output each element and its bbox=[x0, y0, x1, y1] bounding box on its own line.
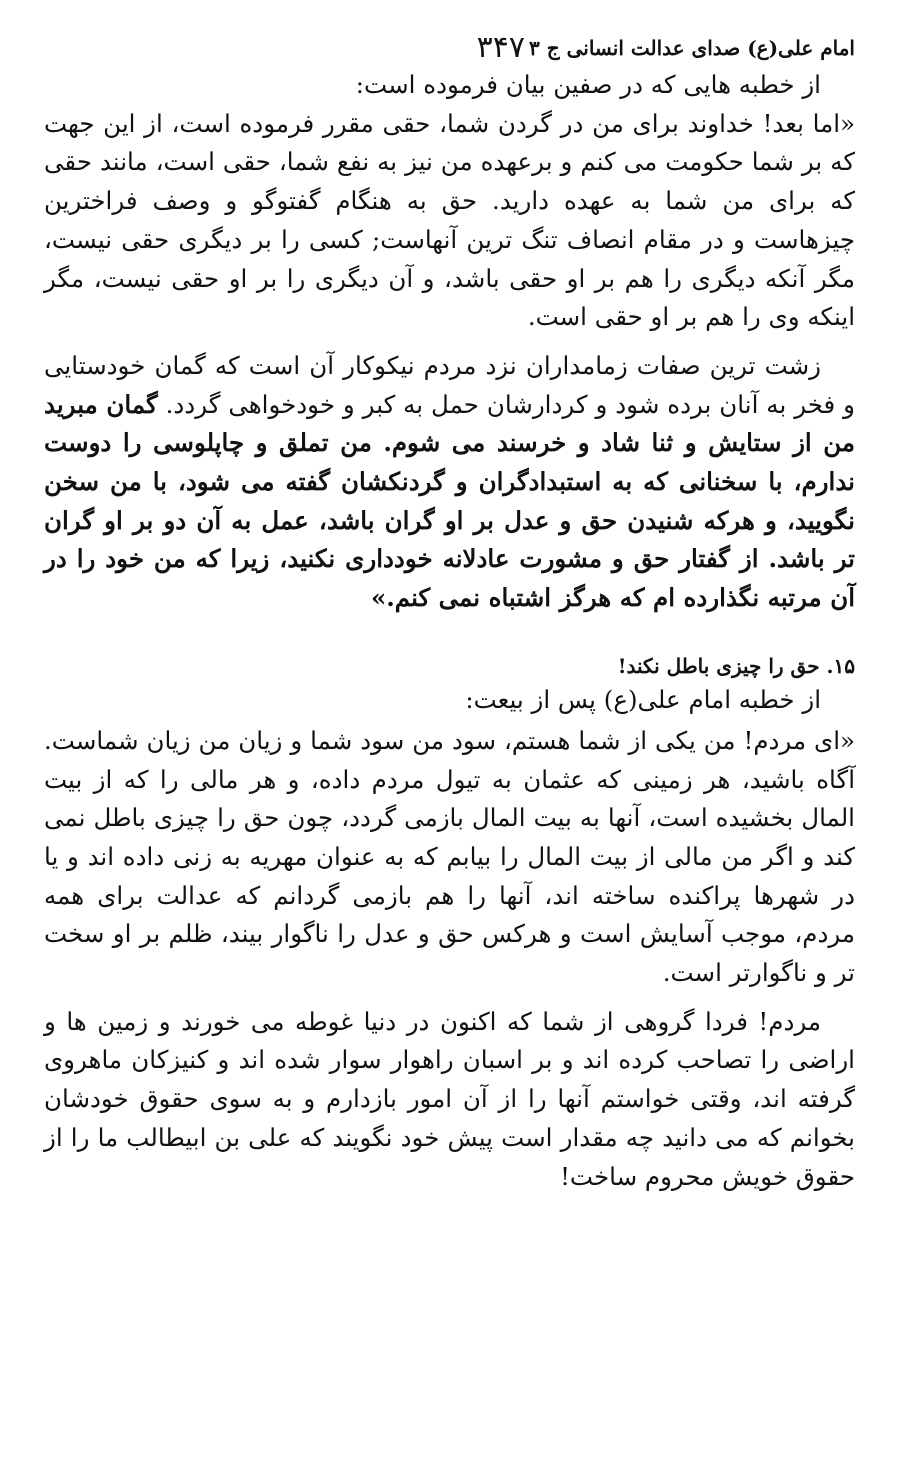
section-heading: ۱۵. حق را چیزی باطل نکند! bbox=[617, 653, 855, 678]
document-page bbox=[44, 30, 855, 1196]
quote-paragraph-2-bold: گمان مبرید من از ستایش و ثنا شاد و خرسند می شوم. من تملق و چاپلوسی را دوست ندارم، با سخنانی که به استبدادگران و گردنکشان گفته می شود، با من سخن نگویید، و هرکه شنیدن حق و عدل بر او گران باشد، عمل به آن دو بر او گران تر باشد. از گفتار حق و مشورت عادلانه خودداری نکنید، زیرا که من خود را در آن مرتبه نگذارده ام که هرگز اشتباه نمی کنم.» bbox=[44, 389, 856, 613]
quote-paragraph-3: «ای مردم! من یکی از شما هستم، سود من سود شما و زیان من زیان شماست. آگاه باشید، هر زمینی که عثمان به تیول مردم داده، و هر مالی را که از بیت المال بخشیده است، آنها به بیت المال بازمی گردد، چون حق را چیزی باطل نمی کند و اگر من مالی از بیت المال را بیابم که به عنوان مهریه به زنی داده اند و یا در شهرها پراکنده ساخته اند، آنها را هم بازمی گردانم که عدالت برای همه مردم، موجب آسایش است و هرکس حق و عدل را ناگوار بیند، ظلم بر او سخت تر و ناگوارتر است. bbox=[44, 725, 855, 988]
intro-paragraph: از خطبه هایی که در صفین بیان فرموده است: bbox=[355, 70, 821, 99]
page-number: ۳۴۷ bbox=[476, 30, 525, 65]
quote-paragraph-4: مردم! فردا گروهی از شما که اکنون در دنیا غوطه می خورند و زمین ها و اراضی را تصاحب کرده اند و بر اسبان راهوار سوار شده اند و کنیزکان ماهروی گرفته اند، وقتی خواستم آنها را از آن امور بازدارم و به سوی حقوق خودشان بخوانم که می دانید چه مقدار است پیش خود نگویند که علی بن ابیطالب ما را از حقوق خویش محروم ساخت! bbox=[44, 1006, 855, 1191]
section-intro: از خطبه امام علی(ع) پس از بیعت: bbox=[465, 684, 821, 714]
quote-paragraph-1: «اما بعد! خداوند برای من در گردن شما، حقی مقرر فرموده است، از این جهت که بر شما حکومت می کنم و برعهده من نیز به نفع شما، حقی است، مانند حقی که برای من شما به عهده دارید. حق به هنگام گفتوگو و وصف فراخترین چیزهاست و در مقام انصاف تنگ ترین آنهاست; کسی را بر دیگری حقی نیست، مگر آنکه دیگری را هم بر او حقی باشد، و آن دیگری را بر او حقی نیست، مگر اینکه وی را هم بر او حقی است. bbox=[44, 108, 855, 332]
quote-paragraph-2 bbox=[44, 347, 855, 618]
page-header bbox=[44, 30, 855, 66]
quote-paragraph-2-plain: زشت ترین صفات زمامداران نزد مردم نیکوکار آن است که گمان خودستایی و فخر به آنان برده شود و کردارشان حمل به کبر و خودخواهی گردد. bbox=[44, 350, 855, 419]
running-title: امام علی(ع) صدای عدالت انسانی ج ۳ bbox=[529, 36, 855, 60]
